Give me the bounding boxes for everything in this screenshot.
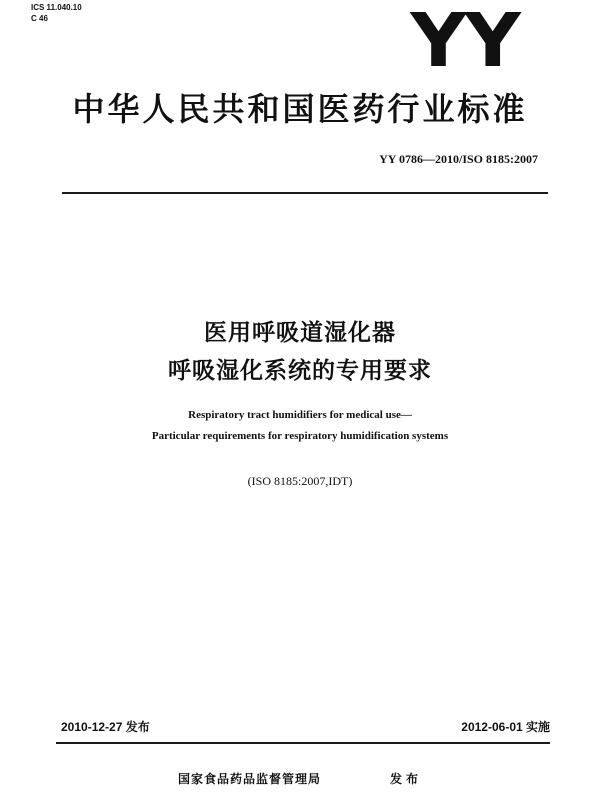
standard-type-title: 中华人民共和国医药行业标准 bbox=[72, 90, 528, 128]
chinese-title-line-2: 呼吸湿化系统的专用要求 bbox=[168, 358, 432, 384]
classification-codes bbox=[31, 2, 82, 24]
ccs-code: C 46 bbox=[31, 14, 48, 23]
ics-code: ICS 11.040.10 bbox=[31, 3, 82, 12]
implementation-date: 2012-06-01 实施 bbox=[461, 720, 550, 734]
issuing-authority: 国家食品药品监督管理局 bbox=[178, 772, 322, 786]
english-title-line-1: Respiratory tract humidifiers for medical use— bbox=[188, 409, 412, 421]
issue-label: 发布 bbox=[390, 772, 423, 786]
standard-number: YY 0786—2010/ISO 8185:2007 bbox=[379, 152, 538, 166]
issue-date: 2010-12-27 发布 bbox=[61, 720, 150, 734]
footer-divider bbox=[56, 742, 550, 744]
english-title-line-2: Particular requirements for respiratory humidification systems bbox=[151, 430, 449, 442]
chinese-title-line-1: 医用呼吸道湿化器 bbox=[204, 320, 396, 346]
yy-logo: YY bbox=[410, 0, 519, 84]
adoption-reference: (ISO 8185:2007,IDT) bbox=[247, 474, 353, 488]
header-divider bbox=[62, 192, 548, 194]
